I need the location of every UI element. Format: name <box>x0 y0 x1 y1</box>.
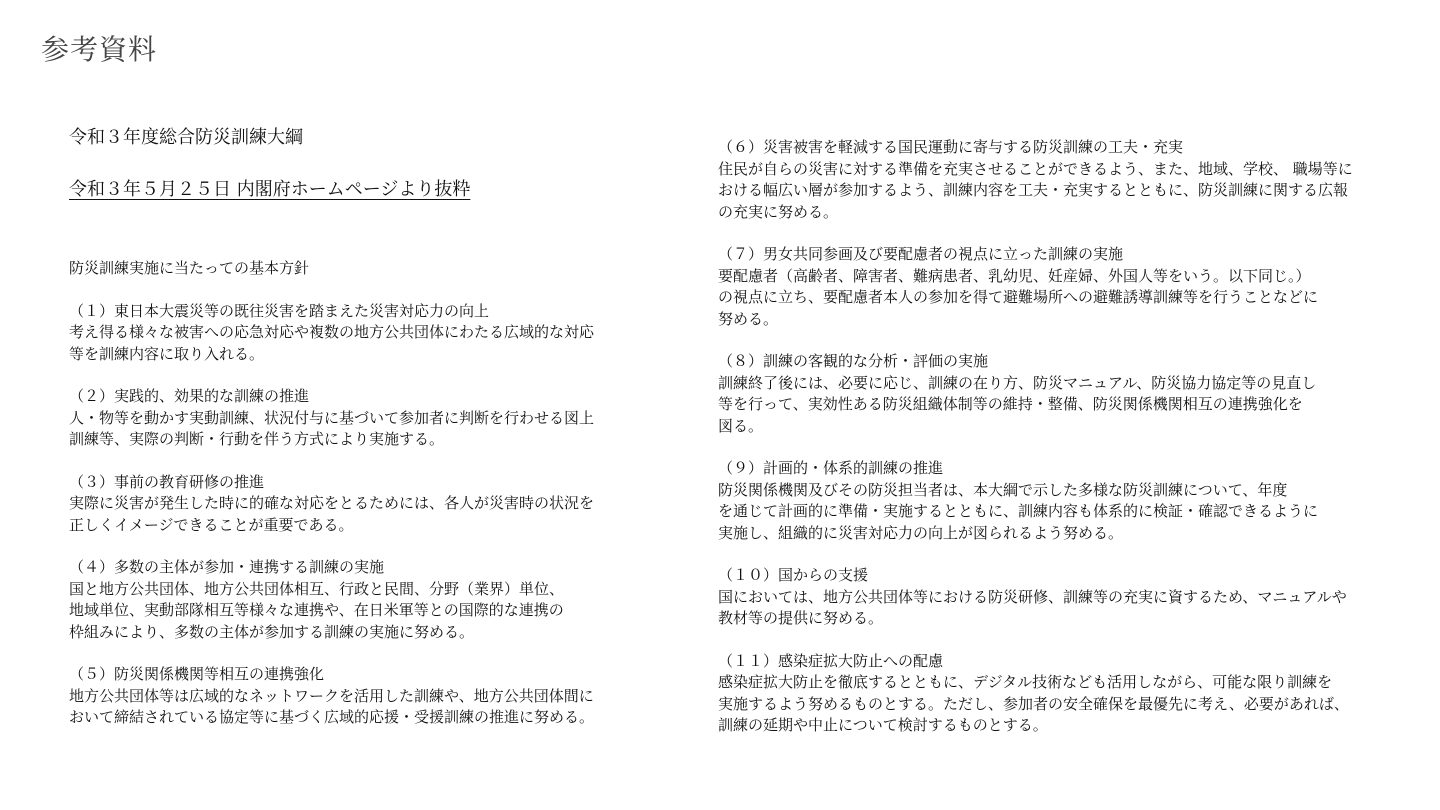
section-heading: （３）事前の教育研修の推進 <box>69 472 265 491</box>
section-10 <box>718 565 1418 630</box>
section-body: 要配慮者（高齢者、障害者、難病患者、乳幼児、妊産婦、外国人等をいう。以下同じ。） の視点に立ち、要配慮者本人の参加を得て避難場所への避難誘導訓練等を行うことなどに 努める。 <box>718 266 1319 328</box>
right-column <box>718 137 1418 737</box>
section-body: 防災関係機関及びその防災担当者は、本大綱で示した多様な防災訓練について、年度 を通じて計画的に準備・実施するとともに、訓練内容も体系的に検証・確認できるように 実施し、組織的に災害対応力の向上が図られるよう努める。 <box>718 480 1319 542</box>
section-heading: （４）多数の主体が参加・連携する訓練の実施 <box>69 558 385 576</box>
section-1 <box>69 301 689 366</box>
section-body: 人・物等を動かす実動訓練、状況付与に基づいて参加者に判断を行わせる図上 訓練等、実際の判断・行動を伴う方式により実施する。 <box>69 408 595 448</box>
section-heading: （１１）感染症拡大防止への配慮 <box>718 651 944 670</box>
page-heading: 参考資料 <box>41 33 158 66</box>
section-heading: （８）訓練の客観的な分析・評価の実施 <box>718 352 989 370</box>
section-heading: （１）東日本大震災等の既往災害を踏まえた災害対応力の向上 <box>69 301 490 320</box>
section-body: 実際に災害が発生した時に的確な対応をとるためには、各人が災害時の状況を 正しくイメージできることが重要である。 <box>69 494 595 534</box>
section-9 <box>718 458 1418 544</box>
document-source: 令和３年５月２５日 内閣府ホームページより抜粋 <box>69 179 471 200</box>
section-body: 考え得る様々な被害への応急対応や複数の地方公共団体にわたる広域的な対応 等を訓練内容に取り入れる。 <box>69 323 595 363</box>
section-2 <box>69 386 689 451</box>
section-3 <box>69 472 689 537</box>
section-body: 感染症拡大防止を徹底するとともに、デジタル技術なども活用しながら、可能な限り訓練を 実施するよう努めるものとする。ただし、参加者の安全確保を最優先に考え、必要があれば、 訓練の延期や中止について検討するものとする。 <box>718 673 1349 734</box>
section-heading: （９）計画的・体系的訓練の推進 <box>718 459 944 477</box>
section-heading: （１０）国からの支援 <box>718 566 869 584</box>
section-body: 訓練終了後には、必要に応じ、訓練の在り方、防災マニュアル、防災協力協定等の見直し 等を行って、実効性ある防災組織体制等の維持・整備、防災関係機関相互の連携強化を 図る。 <box>718 373 1317 435</box>
section-4 <box>69 557 689 643</box>
left-column <box>69 126 689 729</box>
document-title: 令和３年度総合防災訓練大綱 <box>69 127 303 148</box>
policy-heading: 防災訓練実施に当たっての基本方針 <box>69 259 310 277</box>
section-body: 国においては、地方公共団体等における防災研修、訓練等の充実に資するため、マニュアルや 教材等の提供に努める。 <box>718 587 1347 627</box>
section-body: 国と地方公共団体、地方公共団体相互、行政と民間、分野（業界）単位、 地域単位、実動部隊相互等様々な連携や、在日米軍等との国際的な連携の 枠組みにより、多数の主体が参加する訓練の実施に努める。 <box>69 579 565 641</box>
section-11 <box>718 651 1418 737</box>
section-heading: （７）男女共同参画及び要配慮者の視点に立った訓練の実施 <box>718 245 1124 263</box>
section-body: 地方公共団体等は広域的なネットワークを活用した訓練や、地方公共団体間に おいて締結されている協定等に基づく広域的応援・受援訓練の推進に努める。 <box>69 686 595 726</box>
section-heading: （６）災害被害を軽減する国民運動に寄与する防災訓練の工夫・充実 <box>718 138 1184 156</box>
section-heading: （２）実践的、効果的な訓練の推進 <box>69 387 310 405</box>
section-6 <box>718 137 1418 223</box>
section-7 <box>718 244 1418 330</box>
section-5 <box>69 664 689 729</box>
section-8 <box>718 351 1418 437</box>
section-body: 住民が自らの災害に対する準備を充実させることができるよう、また、地域、学校、 職場等に おける幅広い層が参加するよう、訓練内容を工夫・充実するとともに、防災訓練に関する広報 の充実に努める。 <box>718 159 1353 221</box>
section-heading: （５）防災関係機関等相互の連携強化 <box>69 665 325 683</box>
